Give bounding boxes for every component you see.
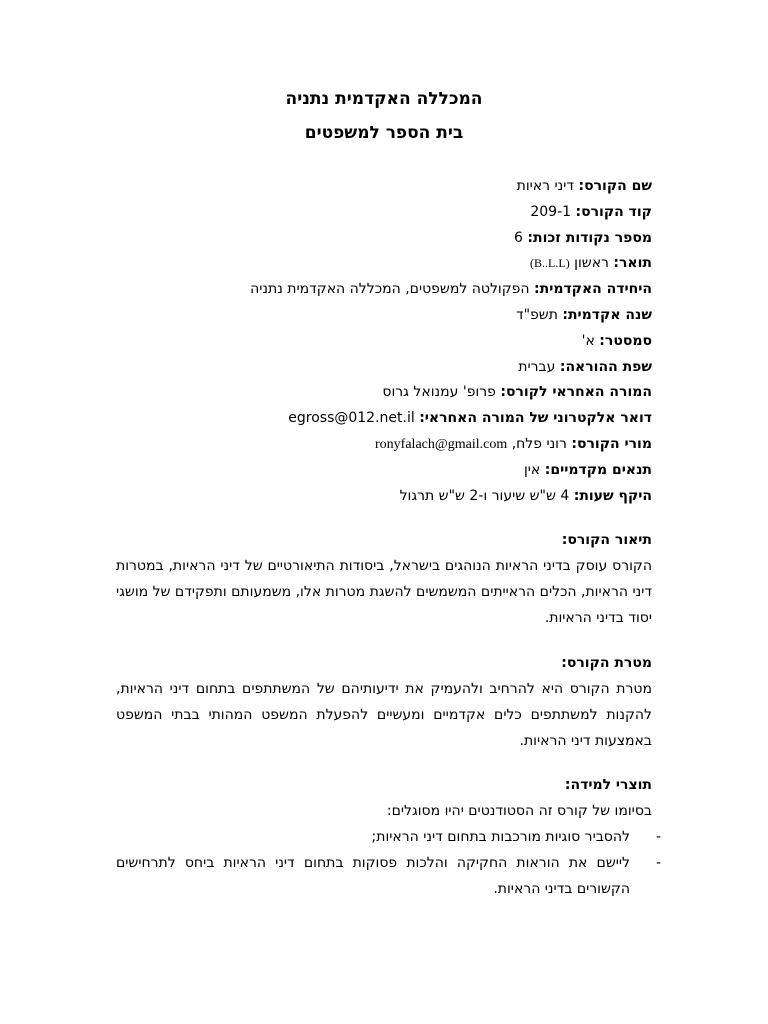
list-item-text: ליישם את הוראות החקיקה והלכות פסוקות בתחום דיני הראיות ביחס לתרחישים הקשורים בדיני הראיות. bbox=[116, 855, 630, 897]
field-value: ראשון bbox=[574, 255, 609, 272]
section-heading: תיאור הקורס: bbox=[561, 532, 652, 548]
field-value: 6 bbox=[514, 229, 523, 246]
section-heading: מטרת הקורס: bbox=[561, 655, 652, 671]
field-prerequisites bbox=[92, 458, 652, 484]
section-heading: תוצרי למידה: bbox=[564, 777, 652, 793]
field-label: תואר: bbox=[613, 255, 652, 272]
teacher-email-link[interactable]: ronyfalach@gmail.com bbox=[375, 436, 508, 452]
field-label: שנה אקדמית: bbox=[562, 306, 652, 323]
field-label: המורה האחראי לקורס: bbox=[500, 384, 652, 401]
field-label: קוד הקורס: bbox=[575, 203, 652, 220]
field-value: הפקולטה למשפטים, המכללה האקדמית נתניה bbox=[250, 281, 530, 298]
section-text: הקורס עוסק בדיני הראיות הנוהגים בישראל, ביסודות התיאורטיים של דיני הראיות, במטרות דיני הראיות, הכלים הראייתים המשמשים להשגת מטרות אלו, משמעותם ותפקידם של מושגי יסוד בדיני הראיות. bbox=[116, 558, 652, 626]
field-academic-unit bbox=[92, 277, 652, 303]
school-title: בית הספר למשפטים bbox=[304, 123, 464, 143]
field-value: א' bbox=[581, 332, 595, 349]
field-value: 4 ש"ש שיעור ו-2 ש"ש תרגול bbox=[399, 487, 570, 504]
field-label: היקף שעות: bbox=[573, 487, 652, 504]
field-value: תשפ"ד bbox=[515, 306, 558, 323]
field-label: שם הקורס: bbox=[578, 178, 652, 194]
field-value: 209-1 bbox=[530, 203, 572, 220]
field-academic-year bbox=[92, 303, 652, 329]
field-lecturer-email bbox=[92, 406, 652, 432]
field-credits bbox=[92, 226, 652, 252]
field-label: מספר נקודות זכות: bbox=[527, 229, 652, 246]
field-hours bbox=[92, 484, 652, 510]
learning-outcomes-section bbox=[116, 772, 661, 902]
field-value-latin: (B..L.L) bbox=[530, 256, 570, 271]
bullet-dash: - bbox=[655, 829, 661, 845]
field-course-code bbox=[92, 200, 652, 226]
list-item-text: להסביר סוגיות מורכבות בתחום דיני הראיות; bbox=[371, 829, 630, 845]
field-value: פרופ' עמנואל גרוס bbox=[382, 384, 496, 401]
field-label: שפת ההוראה: bbox=[559, 358, 652, 375]
course-details bbox=[92, 174, 652, 509]
course-goal-section bbox=[116, 650, 652, 754]
field-value: דיני ראיות bbox=[516, 178, 575, 194]
field-semester bbox=[92, 329, 652, 355]
field-value: אין bbox=[523, 461, 541, 478]
field-teachers bbox=[92, 432, 652, 458]
field-value: רוני פלח, bbox=[511, 435, 567, 452]
field-degree bbox=[92, 251, 652, 277]
bullet-dash: - bbox=[655, 855, 661, 871]
field-label: סמסטר: bbox=[599, 332, 652, 349]
field-lecturer bbox=[92, 380, 652, 406]
field-course-name bbox=[92, 174, 652, 200]
field-label: תנאים מקדמיים: bbox=[544, 461, 652, 478]
field-label: דואר אלקטרוני של המורה האחראי: bbox=[419, 410, 652, 427]
section-text: מטרת הקורס היא להרחיב ולהעמיק את ידיעותיהם של המשתתפים בתחום דיני הראיות, להקנות למשתתפים כלים אקדמיים ומעשיים להפעלת המשפט המהותי בבתי המשפט באמצעות דיני הראיות. bbox=[116, 681, 652, 749]
college-title: המכללה האקדמית נתניה bbox=[285, 89, 483, 109]
field-language bbox=[92, 355, 652, 381]
list-item bbox=[116, 850, 661, 902]
field-label: היחידה האקדמית: bbox=[534, 281, 652, 298]
outcomes-intro: בסיומו של קורס זה הסטודנטים יהיו מסוגלים: bbox=[386, 803, 652, 819]
lecturer-email-link[interactable]: egross@012.net.il bbox=[288, 410, 415, 427]
outcomes-list bbox=[116, 824, 661, 902]
list-item bbox=[116, 824, 661, 850]
field-value: עברית bbox=[518, 358, 556, 375]
field-label: מורי הקורס: bbox=[571, 435, 652, 452]
course-description-section bbox=[116, 527, 652, 631]
